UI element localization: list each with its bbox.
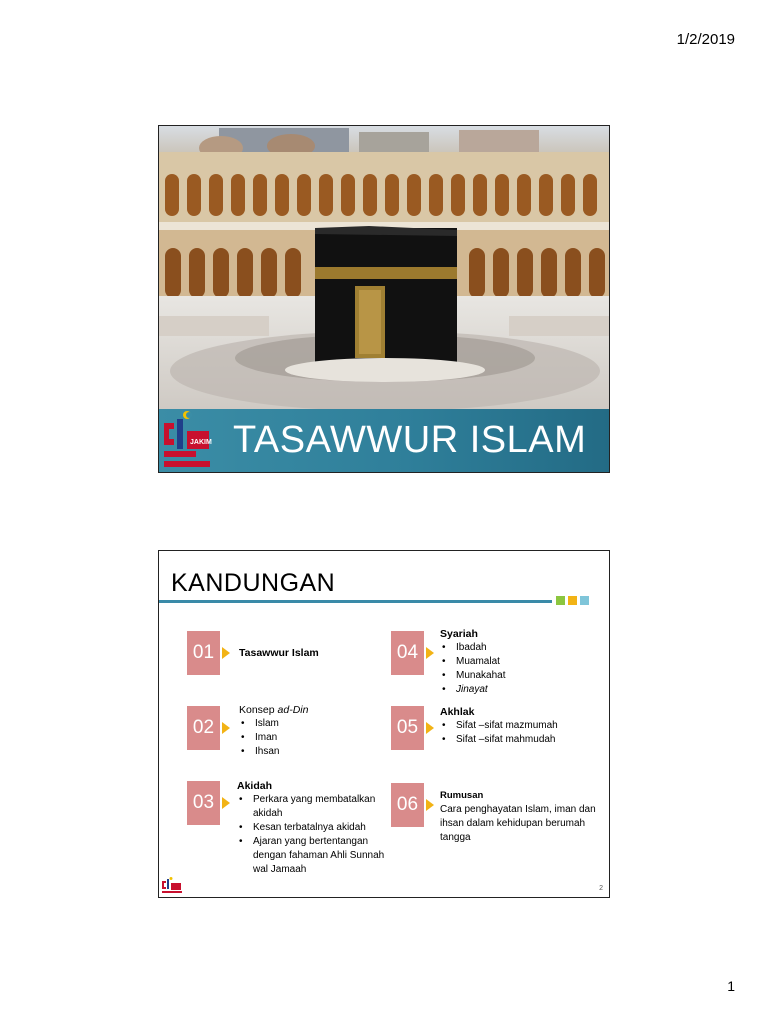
item-heading: Rumusan (440, 790, 484, 801)
slide-number: 2 (599, 885, 603, 892)
kaaba-photo (159, 126, 610, 409)
accent-square-yellow (568, 596, 577, 605)
accent-square-blue (580, 596, 589, 605)
item-04 (440, 627, 600, 697)
list-item: • Ihsan (239, 745, 379, 759)
item-03 (237, 779, 392, 877)
accent-square-green (556, 596, 565, 605)
list-item: • Munakahat (440, 669, 600, 683)
contents-title: KANDUNGAN (171, 569, 336, 597)
title-slide (158, 125, 610, 473)
arrow-icon (426, 647, 434, 659)
arrow-icon (222, 797, 230, 809)
arrow-icon (222, 647, 230, 659)
item-02 (239, 703, 379, 759)
arrow-icon (222, 722, 230, 734)
list-item: • Sifat –sifat mazmumah (440, 719, 600, 733)
svg-text:JAKIM: JAKIM (190, 439, 212, 446)
list-item: • Iman (239, 731, 379, 745)
list-item: • Muamalat (440, 655, 600, 669)
item-heading: Konsep ad-Din (239, 704, 309, 716)
item-number-02: 02 (187, 706, 220, 750)
list-item: • Islam (239, 717, 379, 731)
list-item: • Perkara yang membatalkan akidah (237, 793, 392, 821)
item-number-04: 04 (391, 631, 424, 675)
item-number-06: 06 (391, 783, 424, 827)
item-heading: Tasawwur Islam (239, 647, 319, 659)
arrow-icon (426, 722, 434, 734)
title-band (159, 409, 609, 473)
arrow-icon (426, 799, 434, 811)
slide-title: TASAWWUR ISLAM (233, 419, 587, 461)
item-number-05: 05 (391, 706, 424, 750)
item-number-03: 03 (187, 781, 220, 825)
item-01 (239, 646, 319, 660)
list-item: • Kesan terbatalnya akidah (237, 821, 392, 835)
page-number: 1 (727, 978, 735, 994)
jakim-logo (161, 411, 213, 473)
item-heading: Syariah (440, 628, 478, 640)
list-item: • Jinayat (440, 683, 600, 697)
item-number-01: 01 (187, 631, 220, 675)
summary-text: Cara penghayatan Islam, iman dan ihsan dalam kehidupan berumah tangga (440, 804, 596, 843)
title-rule (159, 600, 552, 603)
contents-slide (158, 550, 610, 898)
list-item: • Sifat –sifat mahmudah (440, 733, 600, 747)
item-06 (440, 789, 600, 845)
item-05 (440, 705, 600, 747)
jakim-logo-small (161, 877, 183, 898)
list-item: • Ajaran yang bertentangan dengan fahaman Ahli Sunnah wal Jamaah (237, 835, 392, 877)
page-date: 1/2/2019 (676, 31, 735, 48)
list-item: • Ibadah (440, 641, 600, 655)
item-heading: Akidah (237, 780, 273, 792)
item-heading: Akhlak (440, 706, 475, 718)
